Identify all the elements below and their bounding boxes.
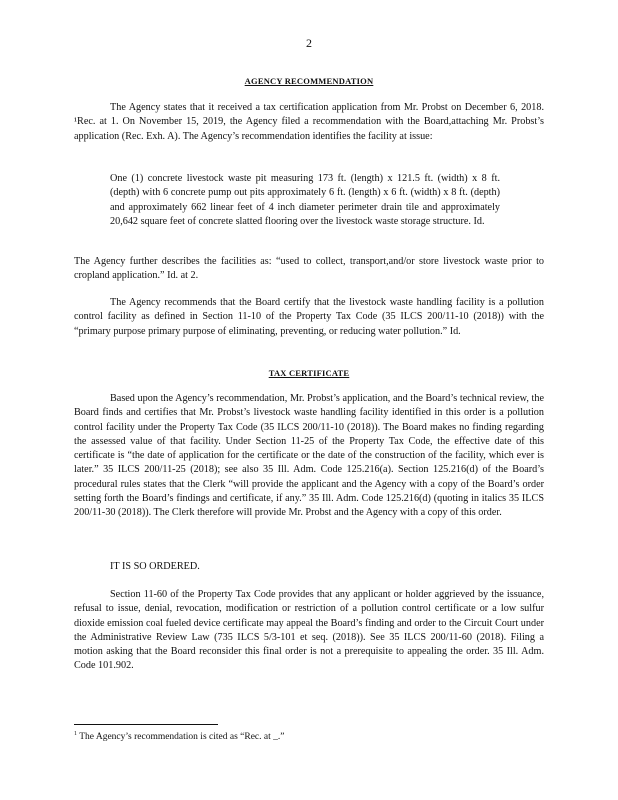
footnote-marker: 1: [74, 731, 77, 737]
section-heading-tax-text: TAX CERTIFICATE: [268, 368, 350, 378]
footnote: [74, 731, 284, 742]
paragraph-appeal-rights: Section 11-60 of the Property Tax Code provides that any applicant or holder aggrieved by the issuance, refusal to issue, denial, revocation, modification or restriction of a pollution control certificate or a low sulfur dioxide emission coal fueled device certificate may appeal the Board’s finding and order to the Circuit Court under the Administrative Review Law (735 ILCS 5/3-101 et seq. (2018)). See 35 ILCS 200/11-60 (2018). Filing a motion asking that the Board reconsider this final order is not a prerequisite to appealing the order. 35 Ill. Adm. Code 101.902.: [74, 589, 544, 672]
footnote-text: The Agency’s recommendation is cited as “Rec. at _.”: [79, 732, 285, 743]
paragraph-board-findings: Based upon the Agency’s recommendation, Mr. Probst’s application, and the Board’s technical review, the Board finds and certifies that Mr. Probst’s livestock waste handling facility identified in this order is a pollution control facility under the Property Tax Code (35 ILCS 200/11-10 (2018)). The Board makes no finding regarding the assessed value of that facility. Under Section 11-25 of the Property Tax Code, the effective date of this certificate is “the date of application for the certificate or the date of the construction of the facility, which ever is later.” 35 ILCS 200/11-25 (2018); see also 35 Ill. Adm. Code 125.216(a). Section 125.216(d) of the Board’s procedural rules states that the Clerk “will provide the applicant and the Agency with a copy of the Board’s order setting forth the Board’s findings and certificate, if any.” 35 Ill. Adm. Code 125.216(d) (quoting in italics 35 ILCS 200/11-30 (2018)). The Clerk therefore will provide Mr. Probst and the Agency with a copy of this order.: [74, 393, 544, 519]
section-heading-agency-text: AGENCY RECOMMENDATION: [244, 76, 374, 86]
paragraph-agency-received: The Agency states that it received a tax certification application from Mr. Probst on December 6, 2018. ¹Rec. at 1. On November 15, 2019, the Agency filed a recommendation with the Board,attaching Mr. Probst’s application (Rec. Exh. A). The Agency’s recommendation identifies the facility at issue:: [74, 102, 544, 142]
footnote-divider: [74, 724, 218, 725]
section-heading-tax-certificate: [0, 368, 618, 378]
paragraph-agency-describes: The Agency further describes the facilities as: “used to collect, transport,and/or store livestock waste prior to cropland application.” Id. at 2.: [74, 256, 544, 282]
paragraph-agency-recommends: The Agency recommends that the Board certify that the livestock waste handling facility is a pollution control facility as defined in Section 11-10 of the Property Tax Code (35 ILCS 200/11-10 (2018)) with the “primary purpose primary purpose of eliminating, preventing, or reducing water pollution.” Id.: [74, 297, 544, 337]
order-statement: IT IS SO ORDERED.: [110, 561, 200, 572]
block-quote-facility: One (1) concrete livestock waste pit measuring 173 ft. (length) x 121.5 ft. (width) x 8 ft. (depth) with 6 concrete pump out pits approximately 6 ft. (length) x 6 ft. (width) x 8 ft. (depth) and approximately 662 linear feet of 4 inch diameter perimeter drain tile and approximately 20,642 square feet of concrete slatted flooring over the livestock waste storage structure. Id.: [110, 173, 500, 227]
page-number: 2: [306, 36, 312, 50]
section-heading-agency-recommendation: [0, 76, 618, 86]
